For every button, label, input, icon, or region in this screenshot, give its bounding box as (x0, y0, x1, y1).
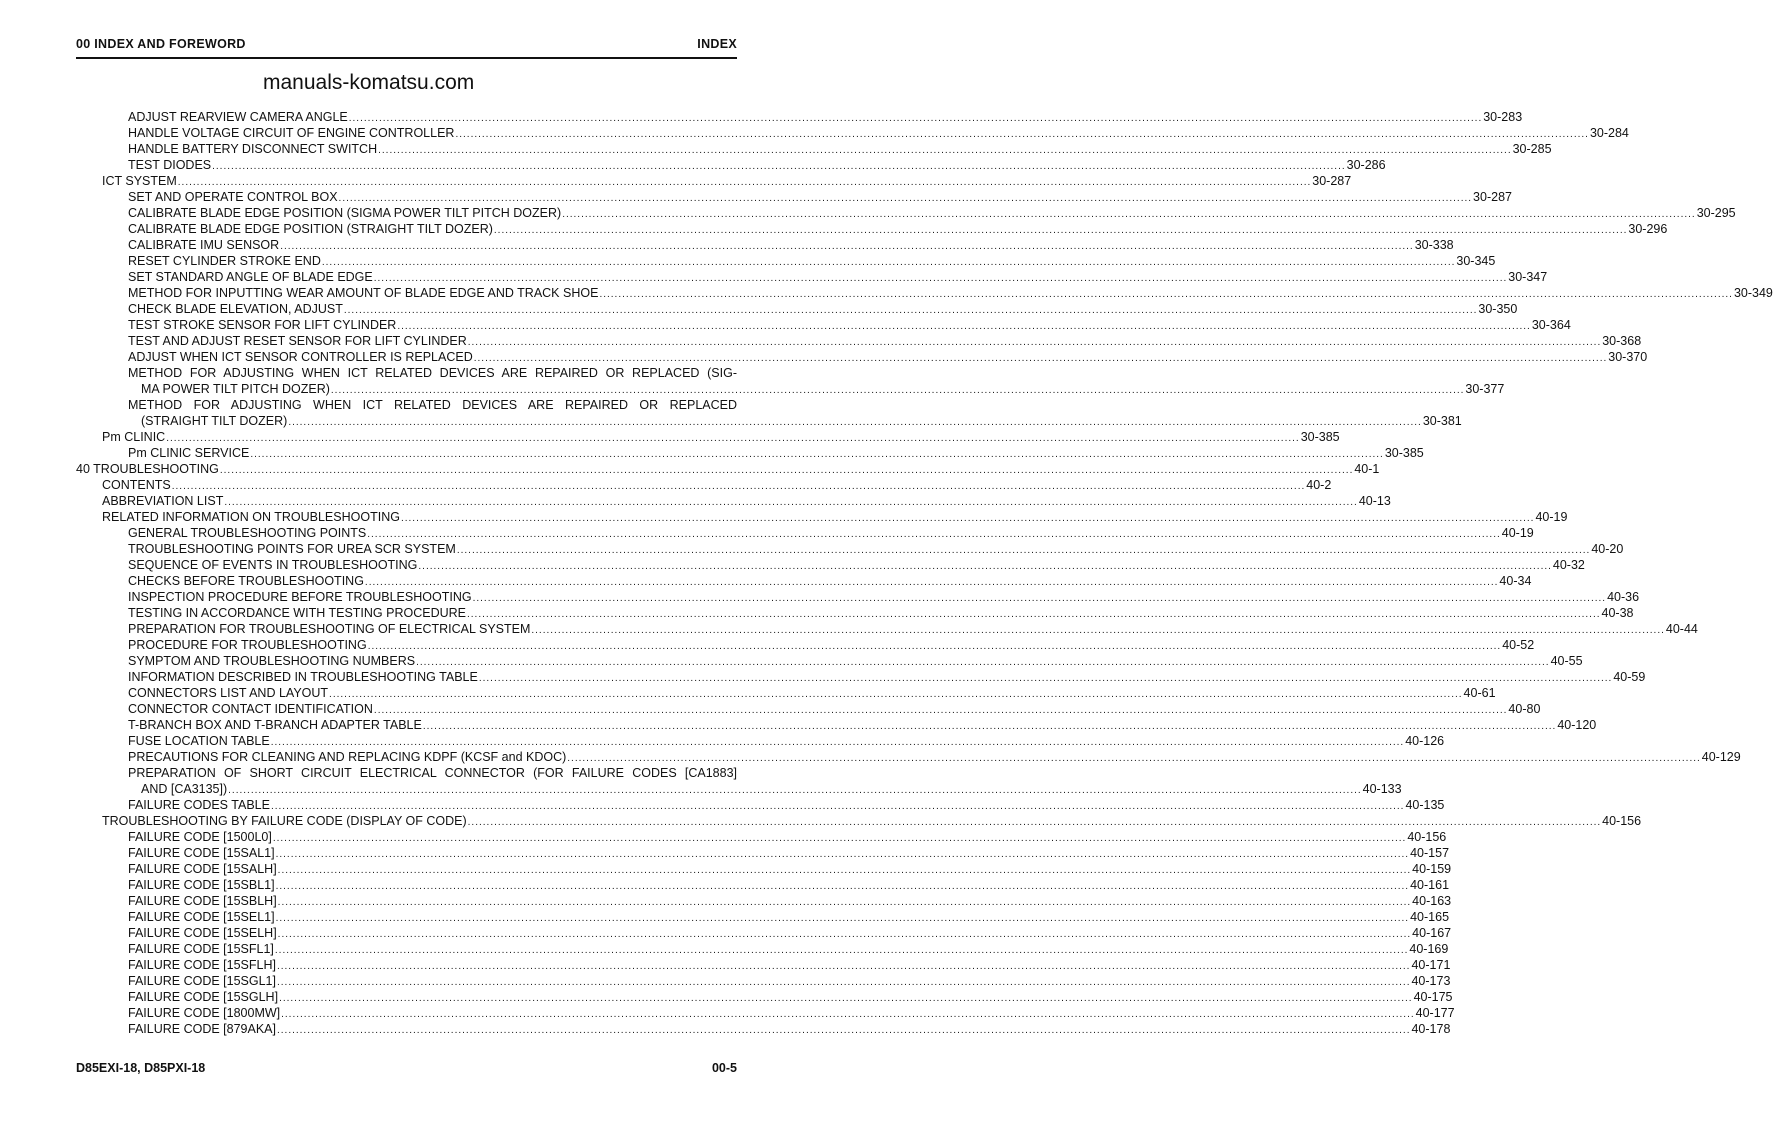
toc-entry-page: 40-129 (1701, 750, 1741, 764)
toc-entry-title: FAILURE CODE [879AKA] (128, 1022, 276, 1036)
toc-entry-title: SYMPTOM AND TROUBLESHOOTING NUMBERS (128, 654, 416, 668)
dot-leader: ............................................................................................................................................................................................................................................................................................................ (397, 321, 1531, 332)
toc-entry[interactable] (76, 605, 1634, 621)
toc-entry-page: 30-347 (1508, 270, 1548, 284)
toc-entry[interactable] (76, 717, 1597, 733)
dot-leader: ............................................................................................................................................................................................................................................................................................................ (275, 849, 1410, 860)
toc-entry-title: SET AND OPERATE CONTROL BOX (128, 190, 338, 204)
toc-entry[interactable] (76, 829, 1447, 845)
watermark: manuals-komatsu.com (263, 71, 475, 94)
toc-entry-title: FAILURE CODE [15SALH] (128, 862, 277, 876)
toc-entry[interactable] (76, 141, 1552, 157)
dot-leader: ............................................................................................................................................................................................................................................................................................................ (348, 113, 1483, 124)
toc-entry-title: HANDLE BATTERY DISCONNECT SWITCH (128, 142, 378, 156)
toc-entry-title: GENERAL TROUBLESHOOTING POINTS (128, 526, 367, 540)
toc-entry[interactable] (76, 989, 1453, 1005)
dot-leader: ............................................................................................................................................................................................................................................................................................................ (455, 129, 1589, 140)
toc-entry-page: 30-370 (1608, 350, 1648, 364)
dot-leader: ............................................................................................................................................................................................................................................................................................................ (418, 561, 1552, 572)
toc-entry-page: 30-381 (1422, 414, 1462, 428)
dot-leader: ............................................................................................................................................................................................................................................................................................................ (171, 481, 1306, 492)
dot-leader: ............................................................................................................................................................................................................................................................................................................ (277, 929, 1412, 940)
toc-entry[interactable] (76, 925, 1452, 941)
toc-entry[interactable] (76, 893, 1452, 909)
toc-entry-page: 40-126 (1405, 734, 1445, 748)
dot-leader: ............................................................................................................................................................................................................................................................................................................ (321, 257, 1456, 268)
toc-entry-page: 30-345 (1456, 254, 1496, 268)
toc-entry[interactable] (76, 957, 1451, 973)
toc-entry-first-line[interactable]: METHOD FOR ADJUSTING WHEN ICT RELATED DEVICES ARE REPAIRED OR REPLACED (128, 398, 737, 412)
dot-leader: ............................................................................................................................................................................................................................................................................................................ (275, 913, 1410, 924)
toc-entry-title: Pm CLINIC SERVICE (128, 446, 250, 460)
dot-leader: ............................................................................................................................................................................................................................................................................................................ (378, 145, 1512, 156)
toc-entry-page: 40-161 (1410, 878, 1450, 892)
dot-leader: ............................................................................................................................................................................................................................................................................................................ (467, 817, 1602, 828)
toc-entry-title: T-BRANCH BOX AND T-BRANCH ADAPTER TABLE (128, 718, 422, 732)
header-index-label: INDEX (697, 37, 737, 51)
toc-entry[interactable] (76, 525, 1534, 541)
toc-entry[interactable] (76, 317, 1571, 333)
toc-entry-title: 40 TROUBLESHOOTING (76, 462, 219, 476)
toc-entry[interactable] (76, 237, 1454, 253)
dot-leader: ............................................................................................................................................................................................................................................................................................................ (270, 737, 1405, 748)
dot-leader: ............................................................................................................................................................................................................................................................................................................ (343, 305, 1478, 316)
dot-leader: ............................................................................................................................................................................................................................................................................................................ (567, 753, 1701, 764)
toc-entry-title: TEST STROKE SENSOR FOR LIFT CYLINDER (128, 318, 397, 332)
toc-entry-title: FAILURE CODE [1800MW] (128, 1006, 281, 1020)
toc-entry-title: FAILURE CODES TABLE (128, 798, 270, 812)
dot-leader: ............................................................................................................................................................................................................................................................................................................ (277, 865, 1412, 876)
toc-entry-page: 40-173 (1411, 974, 1451, 988)
toc-entry[interactable] (76, 253, 1496, 269)
toc-entry[interactable] (76, 621, 1698, 637)
toc-entry-page: 40-167 (1412, 926, 1452, 940)
toc-entry-title: ADJUST WHEN ICT SENSOR CONTROLLER IS REPLACED (128, 350, 473, 364)
toc-entry-title: MA POWER TILT PITCH DOZER) (141, 382, 330, 396)
dot-leader: ............................................................................................................................................................................................................................................................................................................ (338, 193, 1473, 204)
toc-entry-page: 40-169 (1409, 942, 1449, 956)
dot-leader: ............................................................................................................................................................................................................................................................................................................ (478, 673, 1613, 684)
dot-leader: ............................................................................................................................................................................................................................................................................................................ (493, 225, 1628, 236)
toc-entry-page: 30-285 (1512, 142, 1552, 156)
toc-entry-page: 30-295 (1696, 206, 1736, 220)
toc-entry[interactable] (76, 973, 1451, 989)
dot-leader: ............................................................................................................................................................................................................................................................................................................ (212, 161, 1346, 172)
dot-leader: ............................................................................................................................................................................................................................................................................................................ (400, 513, 1535, 524)
dot-leader: ............................................................................................................................................................................................................................................................................................................ (277, 897, 1412, 908)
dot-leader: ............................................................................................................................................................................................................................................................................................................ (367, 641, 1502, 652)
dot-leader: ............................................................................................................................................................................................................................................................................................................ (531, 625, 1665, 636)
toc-entry-title: INSPECTION PROCEDURE BEFORE TROUBLESHOOTING (128, 590, 472, 604)
toc-entry-title: RESET CYLINDER STROKE END (128, 254, 321, 268)
model-names: D85EXI-18, D85PXI-18 (76, 1061, 206, 1075)
toc-entry-page: 40-177 (1415, 1006, 1455, 1020)
toc-entry[interactable] (76, 749, 1741, 765)
dot-leader: ............................................................................................................................................................................................................................................................................................................ (270, 801, 1405, 812)
toc-entry-title: FAILURE CODE [15SGLH] (128, 990, 279, 1004)
dot-leader: ............................................................................................................................................................................................................................................................................................................ (272, 833, 1407, 844)
dot-leader: ............................................................................................................................................................................................................................................................................................................ (467, 337, 1602, 348)
toc-entry-page: 40-1 (1354, 462, 1380, 476)
toc-entry-page: 30-286 (1346, 158, 1386, 172)
toc-entry[interactable] (76, 445, 1424, 461)
toc-entry-title: TESTING IN ACCORDANCE WITH TESTING PROCEDURE (128, 606, 466, 620)
toc-entry-page: 40-19 (1535, 510, 1568, 524)
toc-entry-title: CALIBRATE IMU SENSOR (128, 238, 280, 252)
toc-entry-title: FAILURE CODE [15SFLH] (128, 958, 276, 972)
toc-entry[interactable] (76, 685, 1496, 701)
toc-entry[interactable] (76, 733, 1445, 749)
toc-entry-page: 40-175 (1413, 990, 1453, 1004)
toc-entry[interactable] (76, 589, 1640, 605)
toc-entry[interactable] (76, 797, 1445, 813)
dot-leader: ............................................................................................................................................................................................................................................................................................................ (456, 545, 1591, 556)
toc-entry[interactable] (76, 509, 1568, 525)
dot-leader: ............................................................................................................................................................................................................................................................................................................ (280, 241, 1414, 252)
toc-entry-title: TROUBLESHOOTING POINTS FOR UREA SCR SYSTEM (128, 542, 456, 556)
dot-leader: ............................................................................................................................................................................................................................................................................................................ (364, 577, 1499, 588)
dot-leader: ............................................................................................................................................................................................................................................................................................................ (472, 593, 1607, 604)
toc-entry-page: 40-34 (1499, 574, 1532, 588)
toc-entry[interactable] (76, 157, 1386, 173)
toc-entry[interactable] (76, 701, 1541, 717)
toc-entry[interactable] (76, 269, 1548, 285)
toc-entry-title: TEST DIODES (128, 158, 212, 172)
toc-entry[interactable] (76, 877, 1450, 893)
page-number: 00-5 (711, 1061, 737, 1075)
dot-leader: ............................................................................................................................................................................................................................................................................................................ (224, 497, 1358, 508)
toc-entry-title: FAILURE CODE [15SELH] (128, 926, 277, 940)
toc-entry-page: 40-171 (1411, 958, 1451, 972)
toc-entry-page: 40-20 (1591, 542, 1624, 556)
toc-entry[interactable] (76, 861, 1452, 877)
dot-leader: ............................................................................................................................................................................................................................................................................................................ (279, 993, 1413, 1004)
toc-entry-page: 40-13 (1358, 494, 1391, 508)
toc-entry-title: FAILURE CODE [15SAL1] (128, 846, 275, 860)
toc-entry[interactable] (76, 221, 1668, 237)
toc-entry-title: FAILURE CODE [15SBL1] (128, 878, 275, 892)
dot-leader: ............................................................................................................................................................................................................................................................................................................ (228, 785, 1362, 796)
dot-leader: ............................................................................................................................................................................................................................................................................................................ (166, 433, 1300, 444)
toc-entry-page: 30-338 (1414, 238, 1454, 252)
toc-entry-page: 40-44 (1665, 622, 1698, 636)
section-title: 00 INDEX AND FOREWORD (76, 37, 246, 51)
toc-entry-page: 40-36 (1607, 590, 1640, 604)
toc-entry-page: 30-385 (1300, 430, 1340, 444)
toc-entry-page: 40-55 (1550, 654, 1583, 668)
dot-leader: ............................................................................................................................................................................................................................................................................................................ (467, 609, 1601, 620)
toc-entry[interactable] (76, 301, 1518, 317)
toc-entry-title: FAILURE CODE [1500L0] (128, 830, 272, 844)
toc-entry-title: HANDLE VOLTAGE CIRCUIT OF ENGINE CONTROLLER (128, 126, 455, 140)
toc-entry-title: METHOD FOR INPUTTING WEAR AMOUNT OF BLADE EDGE AND TRACK SHOE (128, 286, 599, 300)
toc-entry[interactable] (76, 429, 1340, 445)
toc-entry-page: 40-52 (1502, 638, 1535, 652)
toc-entry-page: 30-296 (1628, 222, 1668, 236)
toc-entry-page: 40-61 (1463, 686, 1496, 700)
dot-leader: ............................................................................................................................................................................................................................................................................................................ (276, 977, 1411, 988)
toc-entry-page: 30-287 (1312, 174, 1352, 188)
toc-entry-page: 30-368 (1602, 334, 1642, 348)
toc-entry[interactable] (76, 125, 1629, 141)
toc-entry-page: 40-165 (1410, 910, 1450, 924)
dot-leader: ............................................................................................................................................................................................................................................................................................................ (599, 289, 1733, 300)
toc-entry-title: CONNECTOR CONTACT IDENTIFICATION (128, 702, 373, 716)
dot-leader: ............................................................................................................................................................................................................................................................................................................ (416, 657, 1550, 668)
toc-entry-title: CONTENTS (102, 478, 171, 492)
toc-entry-title: FAILURE CODE [15SGL1] (128, 974, 276, 988)
toc-entry[interactable] (76, 669, 1646, 685)
toc-entry-page: 30-349 (1733, 286, 1773, 300)
dot-leader: ............................................................................................................................................................................................................................................................................................................ (219, 465, 1354, 476)
toc-entry-page: 40-19 (1501, 526, 1534, 540)
toc-entry[interactable] (76, 189, 1512, 205)
toc-entry[interactable] (76, 557, 1585, 573)
toc-entry[interactable] (76, 1005, 1455, 1021)
toc-entry-page: 30-287 (1473, 190, 1512, 204)
toc-entry-title: TROUBLESHOOTING BY FAILURE CODE (DISPLAY OF CODE) (102, 814, 467, 828)
toc-entry[interactable] (76, 477, 1332, 493)
toc-entry[interactable] (76, 461, 1380, 477)
toc-entry[interactable] (76, 541, 1624, 557)
toc-entry-page: 30-364 (1531, 318, 1571, 332)
dot-leader: ............................................................................................................................................................................................................................................................................................................ (373, 273, 1508, 284)
toc-entry-title: ADJUST REARVIEW CAMERA ANGLE (128, 110, 348, 124)
toc-entry[interactable] (76, 781, 1402, 797)
dot-leader: ............................................................................................................................................................................................................................................................................................................ (274, 945, 1409, 956)
toc-entry-title: CHECKS BEFORE TROUBLESHOOTING (128, 574, 364, 588)
toc-entry-page: 30-283 (1483, 110, 1523, 124)
toc-entry-title: PROCEDURE FOR TROUBLESHOOTING (128, 638, 367, 652)
toc-entry[interactable] (76, 1021, 1451, 1037)
toc-entry-title: SEQUENCE OF EVENTS IN TROUBLESHOOTING (128, 558, 418, 572)
toc-entry-title: CHECK BLADE ELEVATION, ADJUST (128, 302, 343, 316)
toc-entry-page: 40-156 (1407, 830, 1447, 844)
toc-entry-title: RELATED INFORMATION ON TROUBLESHOOTING (102, 510, 400, 524)
dot-leader: ............................................................................................................................................................................................................................................................................................................ (275, 881, 1410, 892)
page-footer (76, 1061, 737, 1075)
toc-entry-title: FAILURE CODE [15SFL1] (128, 942, 274, 956)
header-rule (76, 57, 737, 59)
toc-entry[interactable] (76, 813, 1642, 829)
dot-leader: ............................................................................................................................................................................................................................................................................................................ (177, 177, 1312, 188)
table-of-contents (76, 109, 1773, 1037)
toc-entry[interactable] (76, 173, 1352, 189)
toc-entry[interactable] (76, 205, 1736, 221)
toc-entry-page: 30-284 (1589, 126, 1629, 140)
toc-entry-title: SET STANDARD ANGLE OF BLADE EDGE (128, 270, 373, 284)
dot-leader: ............................................................................................................................................................................................................................................................................................................ (422, 721, 1557, 732)
toc-entry[interactable] (76, 109, 1523, 125)
toc-entry[interactable] (76, 637, 1535, 653)
toc-entry-title: PRECAUTIONS FOR CLEANING AND REPLACING KDPF (KCSF and KDOC) (128, 750, 567, 764)
toc-entry-page: 40-135 (1405, 798, 1445, 812)
toc-entry-page: 40-163 (1412, 894, 1452, 908)
toc-entry-title: (STRAIGHT TILT DOZER) (141, 414, 288, 428)
toc-entry-page: 40-32 (1552, 558, 1585, 572)
toc-entry-page: 40-159 (1412, 862, 1452, 876)
dot-leader: ............................................................................................................................................................................................................................................................................................................ (473, 353, 1608, 364)
toc-entry-page: 30-377 (1465, 382, 1505, 396)
toc-entry-page: 40-2 (1306, 478, 1332, 492)
toc-entry-title: CONNECTORS LIST AND LAYOUT (128, 686, 329, 700)
toc-entry-page: 40-133 (1362, 782, 1402, 796)
toc-entry-title: FAILURE CODE [15SEL1] (128, 910, 275, 924)
toc-entry-page: 30-385 (1384, 446, 1424, 460)
dot-leader: ............................................................................................................................................................................................................................................................................................................ (288, 417, 1422, 428)
dot-leader: ............................................................................................................................................................................................................................................................................................................ (276, 1025, 1411, 1036)
toc-entry-page: 40-178 (1411, 1022, 1451, 1036)
toc-entry-title: FAILURE CODE [15SBLH] (128, 894, 277, 908)
toc-entry[interactable] (76, 413, 1462, 429)
toc-entry[interactable] (76, 285, 1773, 301)
dot-leader: ............................................................................................................................................................................................................................................................................................................ (281, 1009, 1415, 1020)
toc-entry-page: 40-38 (1601, 606, 1634, 620)
page-header (76, 37, 737, 51)
toc-entry[interactable] (76, 573, 1532, 589)
toc-entry-page: 40-80 (1508, 702, 1541, 716)
dot-leader: ............................................................................................................................................................................................................................................................................................................ (367, 529, 1501, 540)
toc-entry-title: ICT SYSTEM (102, 174, 177, 188)
toc-entry-title: Pm CLINIC (102, 430, 166, 444)
toc-entry-page: 30-350 (1478, 302, 1518, 316)
toc-entry[interactable] (76, 653, 1583, 669)
toc-entry[interactable] (76, 333, 1642, 349)
toc-entry-title: TEST AND ADJUST RESET SENSOR FOR LIFT CYLINDER (128, 334, 467, 348)
toc-entry-page: 40-59 (1613, 670, 1646, 684)
toc-entry-title: PREPARATION FOR TROUBLESHOOTING OF ELECTRICAL SYSTEM (128, 622, 531, 636)
toc-entry-title: AND [CA3135]) (141, 782, 228, 796)
toc-entry-page: 40-157 (1410, 846, 1450, 860)
dot-leader: ............................................................................................................................................................................................................................................................................................................ (330, 385, 1465, 396)
toc-entry[interactable] (76, 909, 1450, 925)
toc-entry-page: 40-156 (1602, 814, 1642, 828)
toc-entry[interactable] (76, 941, 1449, 957)
toc-entry-title: ABBREVIATION LIST (102, 494, 224, 508)
toc-entry-first-line[interactable]: PREPARATION OF SHORT CIRCUIT ELECTRICAL CONNECTOR (FOR FAILURE CODES [CA1883] (128, 766, 737, 780)
toc-entry-title: INFORMATION DESCRIBED IN TROUBLESHOOTING TABLE (128, 670, 478, 684)
toc-entry-title: CALIBRATE BLADE EDGE POSITION (SIGMA POWER TILT PITCH DOZER) (128, 206, 562, 220)
toc-entry-title: CALIBRATE BLADE EDGE POSITION (STRAIGHT TILT DOZER) (128, 222, 493, 236)
dot-leader: ............................................................................................................................................................................................................................................................................................................ (373, 705, 1508, 716)
toc-entry-first-line[interactable]: METHOD FOR ADJUSTING WHEN ICT RELATED DEVICES ARE REPAIRED OR REPLACED (SIG- (128, 366, 737, 380)
dot-leader: ............................................................................................................................................................................................................................................................................................................ (329, 689, 1463, 700)
toc-entry[interactable] (76, 845, 1450, 861)
dot-leader: ............................................................................................................................................................................................................................................................................................................ (276, 961, 1411, 972)
toc-entry[interactable] (76, 381, 1505, 397)
toc-entry-title: FUSE LOCATION TABLE (128, 734, 270, 748)
dot-leader: ............................................................................................................................................................................................................................................................................................................ (562, 209, 1696, 220)
dot-leader: ............................................................................................................................................................................................................................................................................................................ (250, 449, 1384, 460)
toc-entry[interactable] (76, 493, 1391, 509)
toc-entry-page: 40-120 (1557, 718, 1597, 732)
toc-entry[interactable] (76, 349, 1648, 365)
